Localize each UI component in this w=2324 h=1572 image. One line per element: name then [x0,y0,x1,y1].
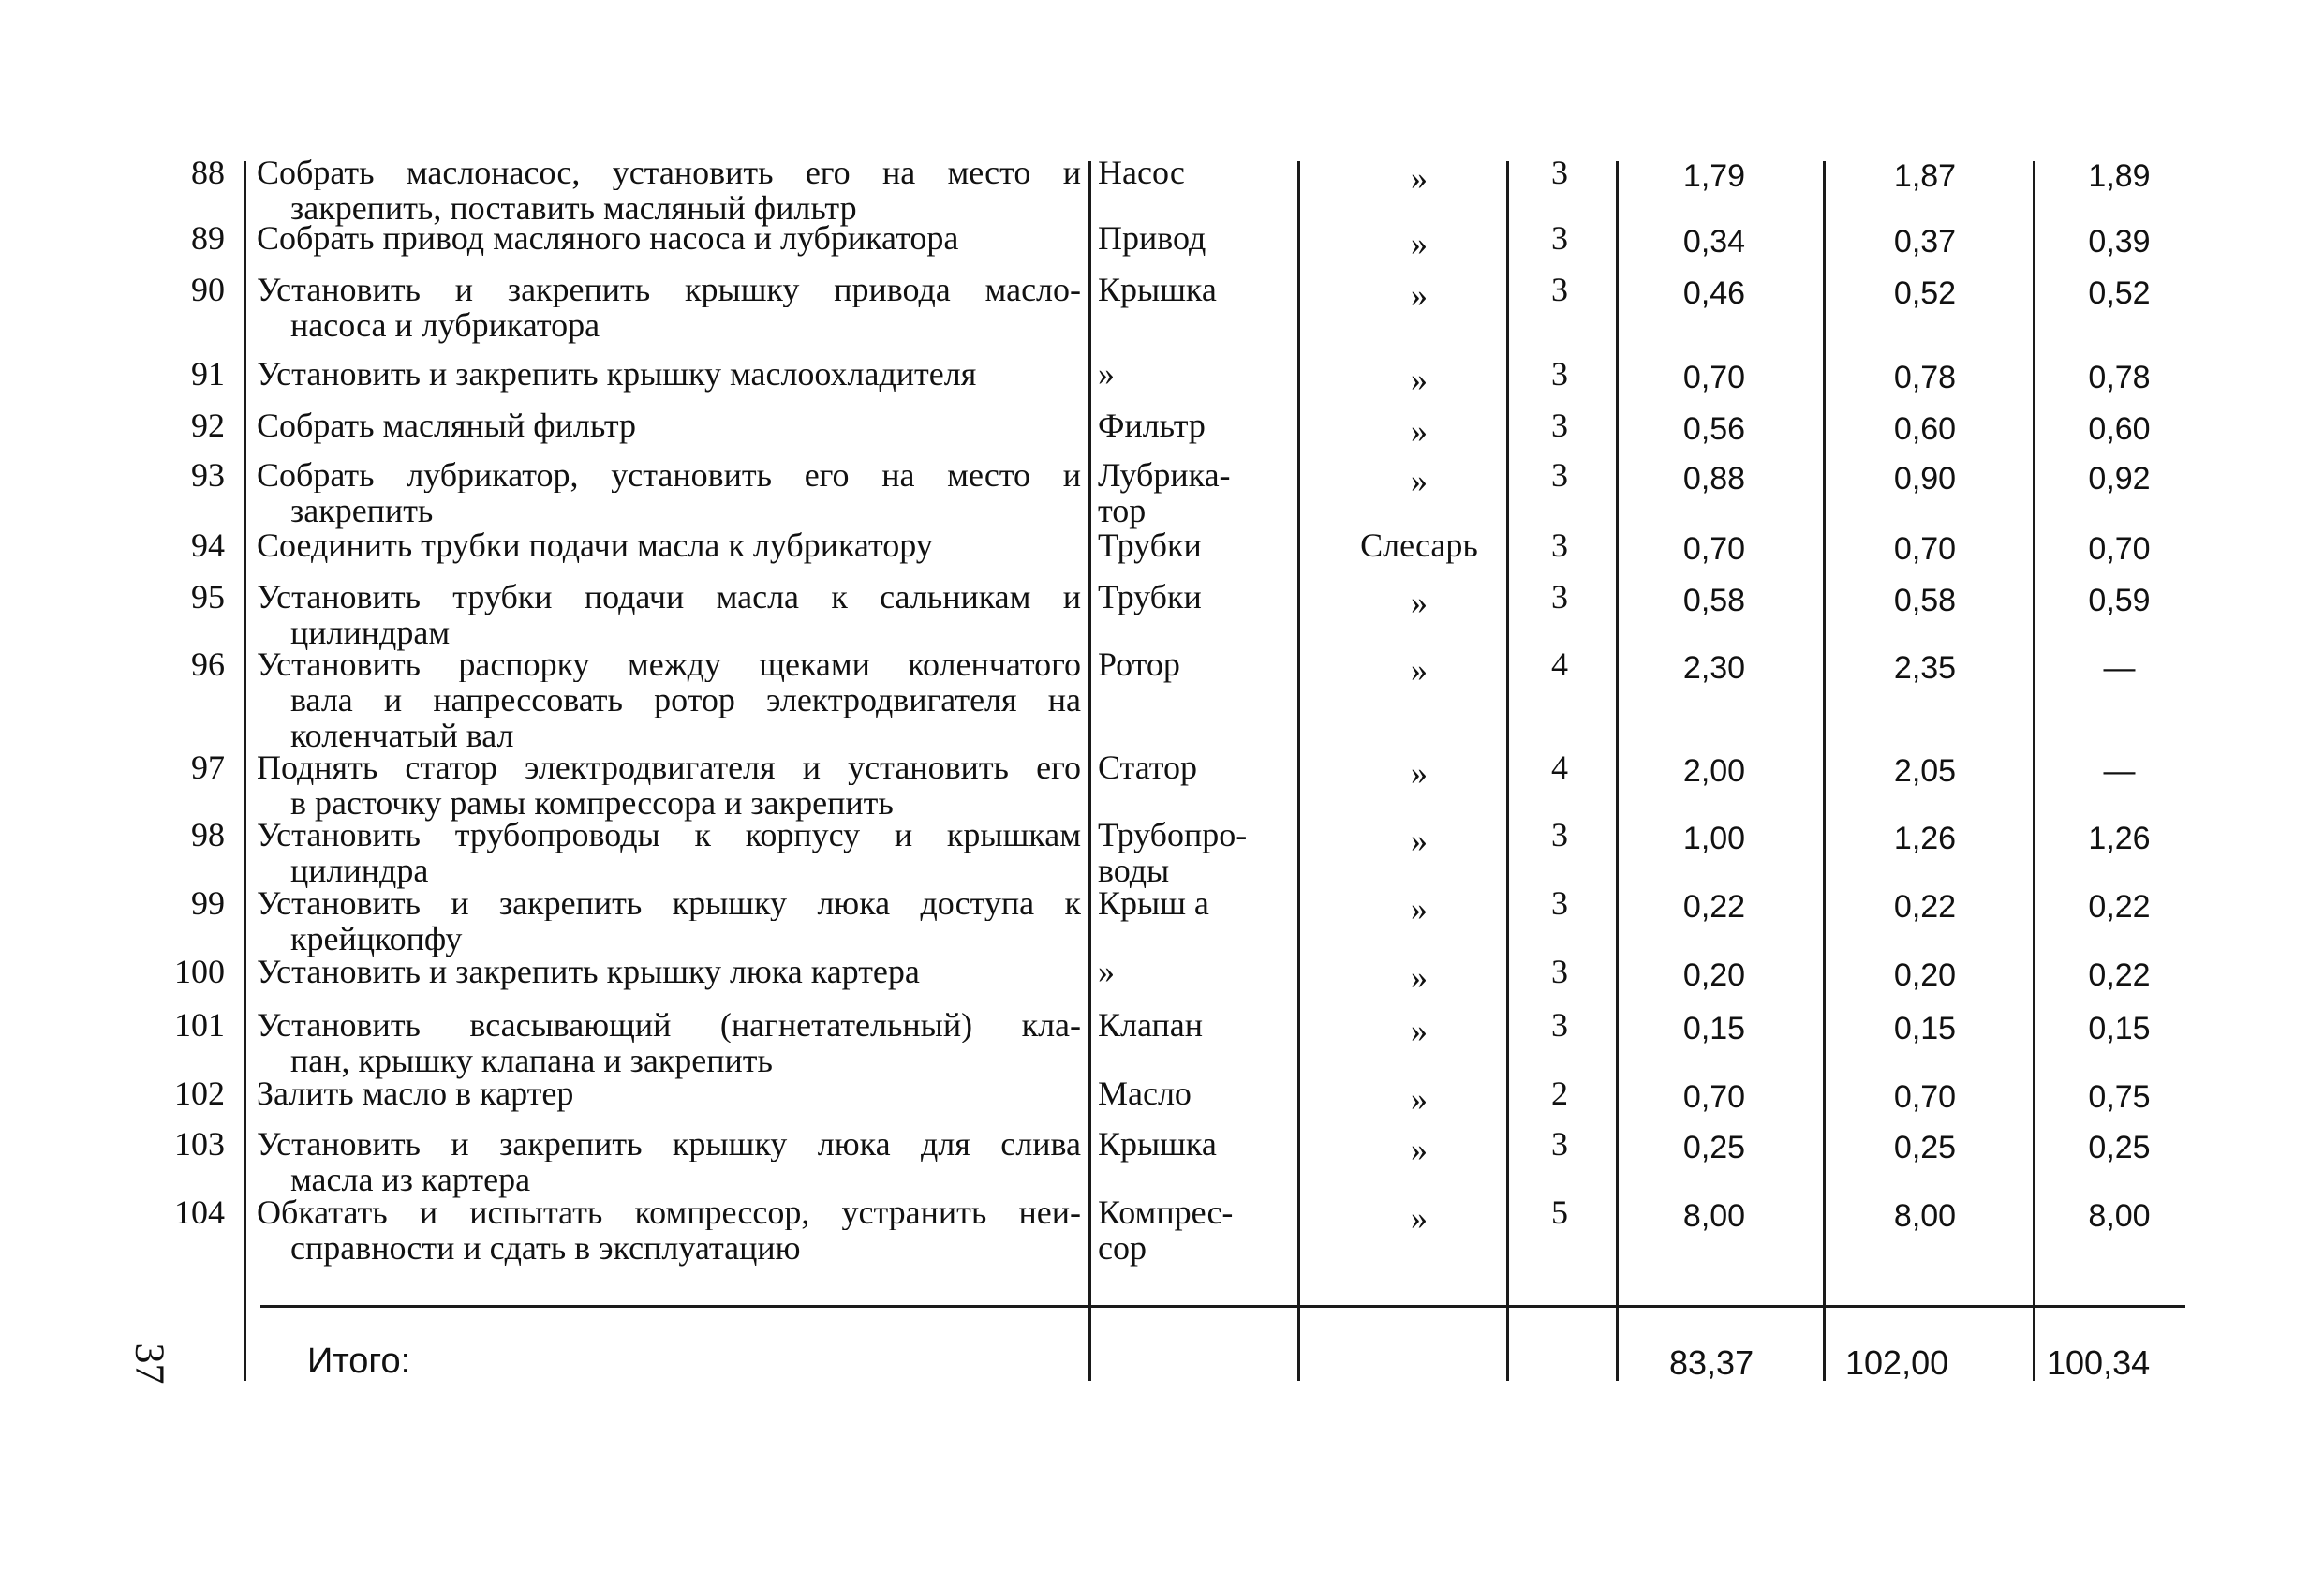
part-name [1098,356,1285,392]
row-number: 104 [174,1194,225,1231]
worker-profession: » [1411,651,1428,689]
description-line: Обкатать и испытать компрессор, устранить неи- [257,1194,1081,1230]
part-name [1098,1007,1285,1043]
operation-description [257,646,1081,753]
worker-profession: » [1411,958,1428,996]
worker-grade: 3 [1551,271,1568,308]
description-line: Соединить трубки подачи масла к лубрикатору [257,526,933,564]
part-line: Привод [1098,219,1206,257]
operation-description [257,817,1081,888]
row-number: 101 [174,1006,225,1044]
description-line: Установить и закрепить крышку маслоохладителя [257,355,977,393]
description-line: цилиндра [290,852,429,889]
row-number: 94 [191,526,225,564]
worker-grade: 3 [1551,355,1568,393]
worker-profession: » [1411,584,1428,621]
operation-description [257,954,1081,989]
time-norm-2: 0,52 [1893,275,1957,311]
time-norm-1: 0,70 [1682,1079,1746,1115]
time-norm-2: 0,20 [1893,957,1957,993]
time-norm-2: 2,35 [1893,650,1957,686]
worker-grade: 3 [1551,884,1568,922]
total-time-1: 83,37 [1669,1343,1754,1382]
total-separator [260,1305,2185,1308]
worker-profession: » [1411,890,1428,927]
time-norm-1: 1,79 [1682,158,1746,194]
time-norm-3: 0,75 [2088,1079,2151,1115]
worker-grade: 4 [1551,645,1568,683]
description-line: Собрать привод масляного насоса и лубрикатора [257,219,959,257]
part-line: Статор [1098,749,1198,786]
time-norm-1: 0,70 [1682,531,1746,567]
row-number: 96 [191,645,225,683]
worker-grade: 3 [1551,219,1568,257]
time-norm-1: 0,56 [1682,411,1746,447]
time-norm-1: 0,15 [1682,1011,1746,1046]
time-norm-1: 8,00 [1682,1198,1746,1234]
worker-profession: » [1411,361,1428,398]
time-norm-3: 0,52 [2088,275,2151,311]
time-norm-3: 0,60 [2088,411,2151,447]
part-line: Трубки [1098,578,1202,615]
operation-description [257,1194,1081,1266]
time-norm-3: 0,70 [2088,531,2151,567]
worker-profession: » [1411,1012,1428,1049]
part-name [1098,155,1285,190]
column-rule [1616,161,1619,1381]
row-number: 89 [191,219,225,257]
part-line: Клапан [1098,1006,1203,1044]
part-name [1098,457,1285,528]
time-norm-2: 0,58 [1893,583,1957,618]
time-norm-3: 0,15 [2088,1011,2151,1046]
description-line: Установить и закрепить крышку люка доступа к [257,885,1081,921]
row-number: 90 [191,271,225,308]
row-number: 93 [191,456,225,494]
time-norm-1: 2,30 [1682,650,1746,686]
operation-description [257,408,1081,443]
description-line: насоса и лубрикатора [290,306,600,344]
part-line: Лубрика- [1098,456,1231,494]
time-norm-1: 0,25 [1682,1130,1746,1165]
part-name [1098,646,1285,682]
part-name [1098,885,1285,921]
time-norm-2: 0,37 [1893,224,1957,260]
operation-description [257,885,1081,957]
time-norm-1: 2,00 [1682,753,1746,789]
time-norm-3: 0,59 [2088,583,2151,618]
worker-profession: » [1411,1080,1428,1118]
row-number: 98 [191,816,225,853]
worker-grade: 4 [1551,749,1568,786]
time-norm-2: 0,15 [1893,1011,1957,1046]
part-line: Насос [1098,154,1185,191]
row-number: 91 [191,355,225,393]
description-line: Установить всасывающий (нагнетательный) кла- [257,1007,1081,1043]
part-line: сор [1098,1229,1147,1267]
description-line: Установить трубопроводы к корпусу и крышкам [257,817,1081,853]
part-line: » [1098,355,1115,393]
description-line: пан, крышку клапана и закрепить [290,1042,773,1079]
description-line: Установить и закрепить крышку люка для слива [257,1126,1081,1162]
description-line: закрепить, поставить масляный фильтр [290,189,857,227]
part-name [1098,527,1285,563]
row-number: 103 [174,1125,225,1163]
time-norm-3: 0,25 [2088,1130,2151,1165]
row-number: 99 [191,884,225,922]
part-line: тор [1098,492,1147,529]
operation-description [257,579,1081,650]
time-norm-1: 0,46 [1682,275,1746,311]
time-norm-2: 0,70 [1893,1079,1957,1115]
part-name [1098,749,1285,785]
worker-profession: » [1411,276,1428,314]
time-norm-3: — [2103,753,2136,789]
worker-grade: 3 [1551,578,1568,615]
worker-profession: » [1411,754,1428,792]
time-norm-3: 1,26 [2088,821,2151,856]
description-line: Собрать масляный фильтр [257,407,637,444]
description-line: Поднять статор электродвигателя и установить его [257,749,1081,785]
worker-grade: 3 [1551,526,1568,564]
part-name [1098,408,1285,443]
part-name [1098,579,1285,615]
description-line: Собрать лубрикатор, установить его на место и [257,457,1081,493]
operation-description [257,457,1081,528]
part-line: Масло [1098,1075,1192,1112]
time-norm-2: 1,87 [1893,158,1957,194]
worker-grade: 3 [1551,1006,1568,1044]
time-norm-3: 0,39 [2088,224,2151,260]
column-rule [2033,161,2035,1381]
operation-description [257,1126,1081,1197]
total-label: Итого: [307,1342,411,1381]
column-rule [1297,161,1300,1381]
time-norm-3: 8,00 [2088,1198,2151,1234]
description-line: Установить и закрепить крышку привода масло- [257,272,1081,307]
time-norm-1: 0,34 [1682,224,1746,260]
operation-description [257,356,1081,392]
description-line: Собрать маслонасос, установить его на место и [257,155,1081,190]
worker-grade: 3 [1551,407,1568,444]
description-line: закрепить [290,492,434,529]
time-norm-2: 0,22 [1893,889,1957,925]
part-line: Фильтр [1098,407,1206,444]
total-time-2: 102,00 [1845,1343,1949,1382]
row-number: 97 [191,749,225,786]
description-line: вала и напрессовать ротор электродвигателя на [290,682,1081,718]
worker-profession: » [1411,159,1428,197]
description-line: коленчатый вал [290,717,514,754]
time-norm-1: 0,22 [1682,889,1746,925]
description-line: масла из картера [290,1161,531,1198]
column-rule [1823,161,1826,1381]
time-norm-3: — [2103,650,2136,686]
total-time-3: 100,34 [2047,1343,2151,1382]
time-norm-2: 2,05 [1893,753,1957,789]
part-line: » [1098,953,1115,990]
row-number: 88 [191,154,225,191]
part-line: Ротор [1098,645,1180,683]
row-number: 95 [191,578,225,615]
worker-profession: » [1411,462,1428,499]
row-number: 102 [174,1075,225,1112]
time-norm-3: 0,78 [2088,360,2151,395]
operation-description [257,527,1081,563]
worker-grade: 3 [1551,456,1568,494]
row-number: 92 [191,407,225,444]
worker-grade: 3 [1551,953,1568,990]
description-line: в расточку рамы компрессора и закрепить [290,784,894,822]
part-line: Крышка [1098,271,1217,308]
part-name [1098,1194,1285,1266]
worker-profession: » [1411,225,1428,262]
operation-description [257,220,1081,256]
time-norm-2: 0,90 [1893,461,1957,497]
part-name [1098,1075,1285,1111]
row-number: 100 [174,953,225,990]
description-line: справности и сдать в эксплуатацию [290,1229,801,1267]
part-line: Компрес- [1098,1194,1234,1231]
description-line: Установить трубки подачи масла к сальникам и [257,579,1081,615]
time-norm-2: 0,25 [1893,1130,1957,1165]
time-norm-3: 0,22 [2088,889,2151,925]
time-norm-2: 8,00 [1893,1198,1957,1234]
description-line: цилиндрам [290,614,451,651]
time-norm-1: 0,20 [1682,957,1746,993]
page-number: 37 [126,1342,173,1385]
part-name [1098,1126,1285,1162]
part-line: Трубки [1098,526,1202,564]
time-norm-1: 1,00 [1682,821,1746,856]
time-norm-3: 0,92 [2088,461,2151,497]
description-line: Залить масло в картер [257,1075,574,1112]
part-line: Крыш а [1098,884,1209,922]
part-line: Крышка [1098,1125,1217,1163]
description-line: крейцкопфу [290,920,463,957]
time-norm-1: 0,88 [1682,461,1746,497]
part-name [1098,954,1285,989]
part-name [1098,220,1285,256]
time-norm-2: 0,60 [1893,411,1957,447]
time-norm-2: 1,26 [1893,821,1957,856]
worker-grade: 3 [1551,1125,1568,1163]
column-rule [1088,161,1091,1381]
column-rule [244,161,246,1381]
operation-description [257,1007,1081,1078]
worker-grade: 5 [1551,1194,1568,1231]
worker-profession: » [1411,1199,1428,1237]
description-line: Установить и закрепить крышку люка картера [257,953,920,990]
time-norm-1: 0,58 [1682,583,1746,618]
worker-grade: 3 [1551,154,1568,191]
operation-description [257,1075,1081,1111]
description-line: Установить распорку между щеками коленчатого [257,646,1081,682]
operation-description [257,272,1081,343]
part-line: Трубопро- [1098,816,1248,853]
part-name [1098,272,1285,307]
time-norm-2: 0,70 [1893,531,1957,567]
worker-profession: » [1411,1131,1428,1168]
worker-profession: Слесарь [1360,526,1478,564]
worker-grade: 3 [1551,816,1568,853]
time-norm-3: 0,22 [2088,957,2151,993]
worker-profession: » [1411,412,1428,450]
worker-grade: 2 [1551,1075,1568,1112]
time-norm-3: 1,89 [2088,158,2151,194]
operation-description [257,749,1081,821]
time-norm-1: 0,70 [1682,360,1746,395]
time-norm-2: 0,78 [1893,360,1957,395]
operation-description [257,155,1081,226]
part-name [1098,817,1285,888]
part-line: воды [1098,852,1170,889]
worker-profession: » [1411,822,1428,859]
